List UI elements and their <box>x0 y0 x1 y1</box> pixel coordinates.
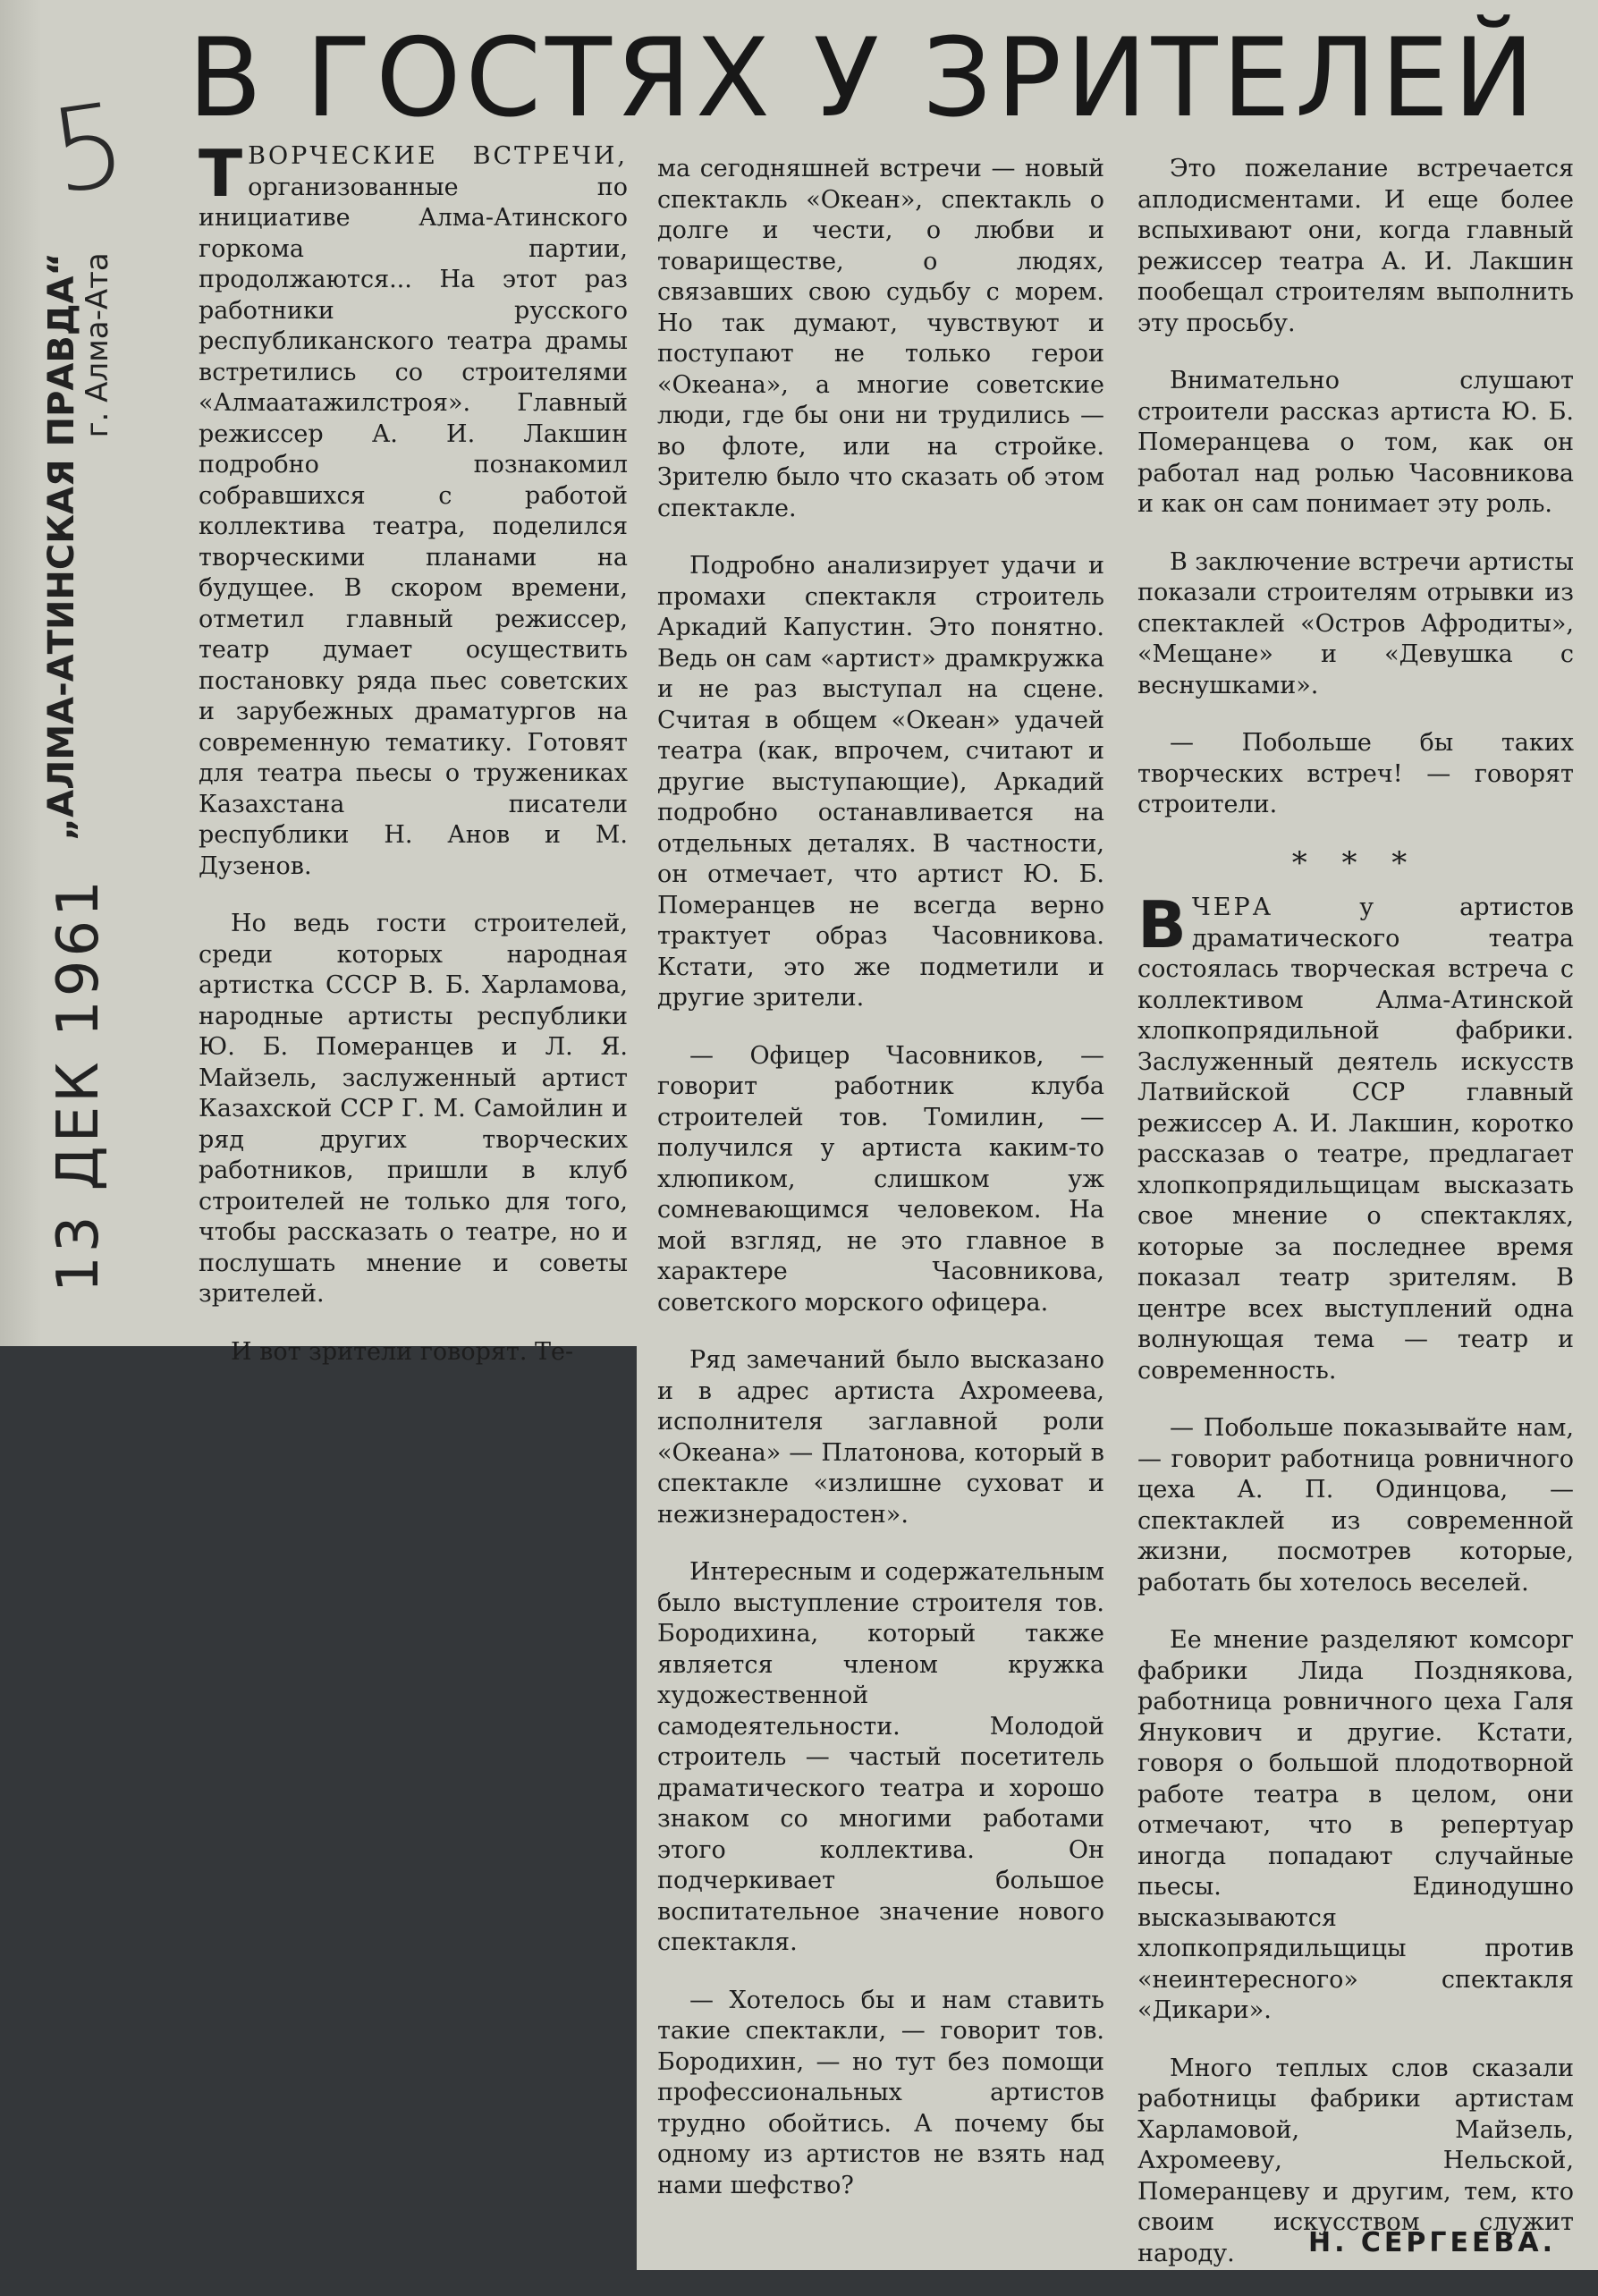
drop-cap: Т <box>199 136 243 211</box>
article-paragraph: Интересным и содержательным было выступление строителя тов. Бородихина, который также является членом кружка художественной самодеятельности. Молодой строитель — частый посетитель драматического театра и хорошо знаком со многими работами этого коллектива. Он подчеркивает большое воспитательное значение нового спектакля. <box>657 1558 1104 1956</box>
article-paragraph: Много теплых слов сказали работницы фабрики артистам Харламовой, Майзель, Ахромееву, Нельской, Померанцеву и другим, тем, кто своим искусством служит народу. <box>1137 2054 1574 2267</box>
article-column-1 <box>199 136 628 1394</box>
section-separator: * * * <box>1291 844 1420 881</box>
article-paragraph: ма сегодняшней встречи — новый спектакль «Океан», спектакль о долге и чести, о любви и товариществе, о людях, связавших свою судьбу с морем. Но так думают, чувствуют и поступают не только герои «Океана», а многие советские люди, где бы они ни трудились — во флоте, или на стройке. Зрителю было что сказать об этом спектакле. <box>657 155 1104 522</box>
article-paragraph: — Хотелось бы и нам ставить такие спектакли, — говорит тов. Бородихин, — но тут без помощи профессиональных артистов трудно обойтись. А почему бы одному из артистов не взять над нами шефство? <box>657 1986 1104 2199</box>
clipping-date: 13 ДЕК 1961 <box>46 877 112 1292</box>
article-headline: В ГОСТЯХ У ЗРИТЕЛЕЙ <box>188 15 1539 141</box>
article-paragraph: Это пожелание встречается аплодисментами. И еще более вспыхивают они, когда главный режиссер театра А. И. Лакшин пообещал строителям выполнить эту просьбу. <box>1137 155 1574 337</box>
lead-words: ВОРЧЕСКИЕ ВСТРЕЧИ, <box>248 142 628 170</box>
article-paragraph: Подробно анализирует удачи и промахи спектакля строитель Аркадий Капустин. Это понятно. Ведь он сам «артист» драмкружка и не раз выступал на сцене. Считая в общем «Океан» удачей театра (как, впрочем, считают и другие выступающие), Аркадий подробно останавливается на отдельных деталях. В частности, он отмечает, что артист Ю. Б. Померанцев не всегда верно трактует образ Часовникова. Кстати, это же подметили и другие зрители. <box>657 552 1104 1012</box>
paragraph-text: у артистов драматического театра состоялась творческая встреча с коллективом Алма-Атинской хлопкопрядильной фабрики. Заслуженный деятель искусств Латвийской ССР главный режиссер А. И. Лакшин, коротко рассказав о театре, предлагает хлопкопрядильщицам высказать свое мнение о спектаклях, которые за последнее время показал театр зрителям. В центре всех выступлений одна волнующая тема — театр и современность. <box>1137 894 1574 1385</box>
article-paragraph: — Побольше бы таких творческих встреч! — говорят строители. <box>1137 729 1574 818</box>
handwritten-page-number: 5 <box>43 78 134 220</box>
article-paragraph: В заключение встречи артисты показали строителям отрывки из спектаклей «Остров Афродиты», «Мещане» и «Девушка с веснушками». <box>1137 547 1574 699</box>
article-paragraph <box>1137 887 1574 1386</box>
article-paragraph: — Офицер Часовников, — говорит работник клуба строителей тов. Томилин, — получился у артиста каким-то хлюпиком, слишком уж сомневающимся человеком. На мой взгляд, не это главное в характере Часовникова, советского морского офицера. <box>657 1041 1104 1317</box>
newspaper-city: г. Алма-Ата <box>80 252 116 438</box>
article-paragraph: Ее мнение разделяют комсорг фабрики Лида Позднякова, работница ровничного цеха Галя Янукович и другие. Кстати, говоря о большой плодотворной работе театра в целом, они отмечают, что в репертуар иногда попадают случайные пьесы. Единодушно высказываются хлопкопрядильщицы против «неинтересного» спектакля «Дикари». <box>1137 1626 1574 2024</box>
paragraph-text: организованные по инициативе Алма-Атинского горкома партии, продолжаются... На этот раз работники русского республиканского театра драмы встретились со строителями «Алмаатажилстроя». Главный режиссер А. И. Лакшин подробно познакомил собравшихся с работой коллектива театра, поделился творческими планами на будущее. В скором времени, отметил главный режиссер, театр думает осуществить постановку ряда пьес советских и зарубежных драматургов на современную тематику. Готовят для театра пьесы о тружениках Казахстана писатели республики Н. Анов и М. Дузенов. <box>199 173 628 880</box>
clipping-source-stamp <box>25 252 132 1292</box>
article-paragraph: — Побольше показывайте нам, — говорит работница ровничного цеха А. П. Одинцова, — спектаклей из современной жизни, посмотрев которые, работать бы хотелось веселей. <box>1137 1414 1574 1597</box>
article-column-3 <box>1137 154 1574 2296</box>
newspaper-name-block <box>42 252 114 841</box>
article-paragraph <box>199 136 628 882</box>
newspaper-name: „АЛМА-АТИНСКАЯ ПРАВДА“ <box>41 252 83 842</box>
drop-cap: В <box>1137 887 1187 962</box>
article-paragraph: Ряд замечаний было высказано и в адрес артиста Ахромеева, исполнителя заглавной роли «Океана» — Платонова, который в спектакле «излишне суховат и нежизнерадостен». <box>657 1346 1104 1529</box>
article-paragraph: И вот зрители говорят. Те- <box>231 1337 574 1366</box>
article-paragraph: Внимательно слушают строители рассказ артиста Ю. Б. Померанцева о том, как он работал над ролью Часовникова и как он сам понимает эту роль. <box>1137 367 1574 518</box>
lead-words: ЧЕРА <box>1191 894 1274 921</box>
article-paragraph: Но ведь гости строителей, среди которых народная артистка СССР В. Б. Харламова, народные артисты республики Ю. Б. Померанцев и Л. Я. Майзель, заслуженный артист Казахской ССР Г. М. Самойлин и ряд других творческих работников, пришли в клуб строителей не только для того, чтобы рассказать о театре, но и послушать мнение и советы зрителей. <box>199 910 628 1308</box>
author-signature: Н. СЕРГЕЕВА. <box>1307 2227 1556 2258</box>
article-column-2 <box>657 154 1104 2228</box>
